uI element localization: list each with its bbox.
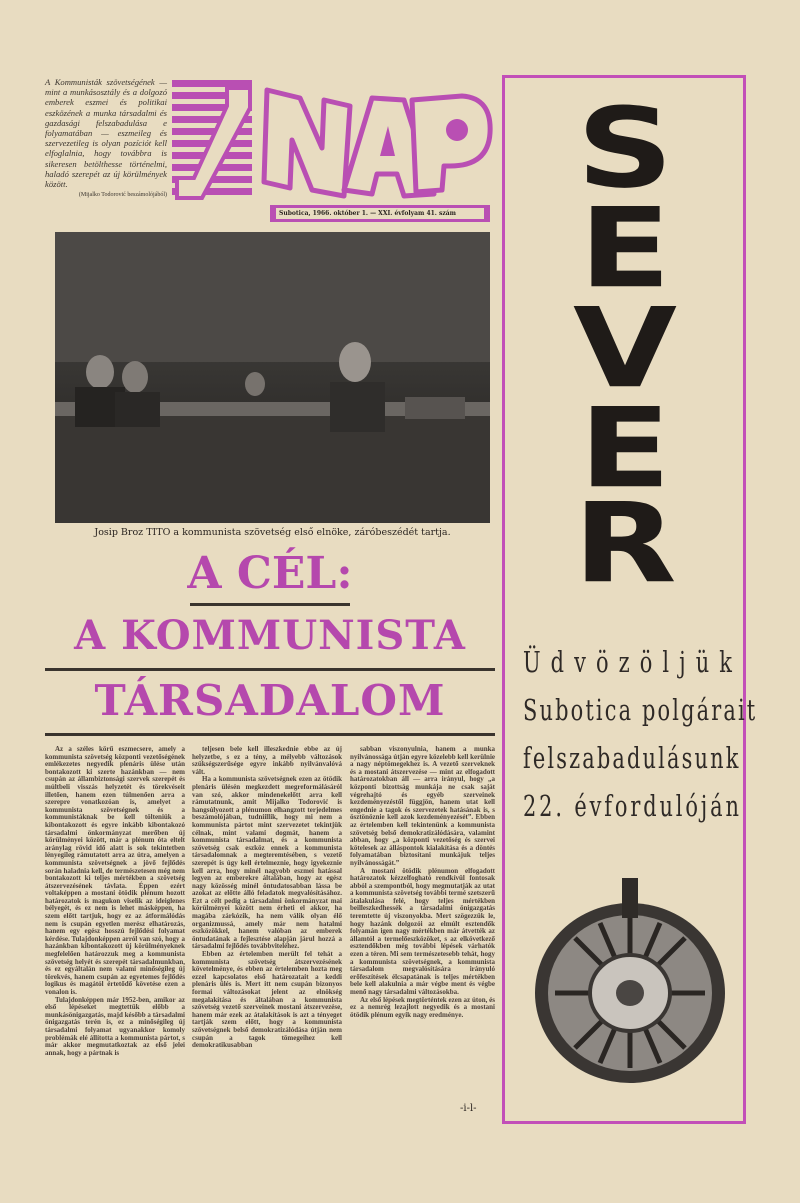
advert-greeting: 22. évfordulóján	[523, 789, 742, 823]
advert-letter: E	[579, 184, 671, 313]
article-paragraph: Tulajdonképpen már 1952-ben, amikor az első lépéseket megtettük előbb a munkásönigazgatás, majd később a társadalmi önigazgatás terén is, ez a minőségileg új társadalmi folyamat ugyanakkor komoly problémák elé állította a kommunista pártot, s már akkor megmutatkoztak az első jelei annak, hogy a pártnak is	[45, 995, 185, 1057]
advert-letter: S	[576, 84, 674, 213]
headline-rule	[45, 733, 495, 736]
advert-greeting: Subotica polgárait	[523, 693, 758, 727]
headline-line-2: A KOMMUNISTA	[74, 612, 466, 659]
article-signature: -i-l-	[460, 1103, 477, 1114]
headline-line-1: A CÉL:	[187, 548, 353, 599]
article-paragraph: sabban viszonyulnia, hanem a munka nyilvánossága útján egyre közelebb kell kerülnie a nagy néptömegekhez is. A vezető szerveknek és a mostani átszervezése — mint az elfogadott határozatokban áll — arra irányul, hogy „a központi bizottság munkája ne csak saját végrehajtó és egyéb szerveinek kezdeményezéstől függjön, hanem utat kell engednie a tagok és szervezetek hatásának is, s ösztönöznie kell azok kezdeményezését”. Ebben az értelemben kell tekintenünk a kommunista szövetség belső demokratizálódására, valamint abban, hogy „a központi vezetőség és szervei kötelesek az álláspontok kialakítása és a döntés folyamatában biztosítani munkájuk teljes nyilvánosságát.”	[350, 745, 495, 867]
photo-caption: Josip Broz TITO a kommunista szövetség első elnöke, záróbeszédét tartja.	[94, 527, 451, 538]
article-paragraph: Az a széles körű eszmecsere, amely a kommunista szövetség központi vezetőségének emlékezetes negyedik plenáris ülése után bontakozott ki szerte hazánkban — nem csupán az állambiztonsági szervek szerepét és múltbeli visszás helyzetét és törekvéseit illetően, hanem ezen túlmenően arra a szerepre vonatkozóan is, amelyet a kommunista szövetségnek és a kommunistáknak be kell tölteniük a kibontakozott és egyre inkább kibontakozó társadalmi önkormányzat merőben új körülményei között, már a plénum óta eltelt aránylag rövid idő alatt is sok tekintetben lényegileg rámutatott arra az útra, amelyen a kommunista szövetségnek a jövő fejlődés során haladnia kell, de természetesen még nem bontakozott ki teljes mértékben a szövetség átszervezésének távlata. Éppen ezért voltaképpen a mostani ötödik plénum hozott határozatok is magukon viselik az ideiglenes bélyegét, és ez nem is lehet másképpen, ha szem előtt tartjuk, hogy ez az átformálódás nem is csupán egyetlen merész elhatározás, hanem egy egész hosszú fejlődési folyamat kérdése. Tulajdonképpen arról van szó, hogy a hazánkban kibontakozott új körülményeknek megfelelően határozzuk meg a kommunista szövetség helyét és szerepét társadalmunkban, és ez egyáltalán nem valami minőségileg új törekvés, hanem csupán az egyetemes fejlődés logikus és magától értetődő követése ezen a vonalon is.	[45, 745, 185, 996]
article-paragraph: Ha a kommunista szövetségnek ezen az ötödik plenáris ülésén megkezdett megreformálásáról van szó, akkor mindenekelőtt arra kell rámutatnunk, amit Mijalko Todorović is hangsúlyozott a plénumon elhangzott terjedelmes beszámolójában, tudniillik, hogy mi nem a kommunista pártot mint szervezetet tekintjük célnak, mint valami dogmát, hanem a kommunista társadalmat, és a kommunista szövetség csak eszköz ennek a kommunista társadalomnak a megteremtésében, s vezető szerepét is úgy kell értelmeznie, hogy igyekeznie kell arra, hogy minél nagyobb eszmei hatással legyen az emberekre általában, hogy az egész nagy közösség minél öntudatosabban lássa be azokat az előtte álló feladatok megvalósításához. Ezt a célt pedig a társadalmi önkormányzat mai körülményei között nem érheti el akkor, ha magába zárkózik, ha nem válik olyan élő organizmussá, amely már nem hatalmi eszközökkel, hanem valóban az emberek öntudatának a fejlesztése alapján járul hozzá a társadalmi fejlődés továbbviteléhez.	[192, 775, 342, 951]
intro-quote	[45, 77, 167, 199]
article-column-3	[350, 746, 495, 1019]
article-column-1	[45, 746, 185, 1057]
intro-text: A Kommunisták szövetségének — mint a munkásosztály és a dolgozó emberek eszmei és politikai eszközének a munka társadalmi és gazdasági felszabadulása e folyamatában — eszmeileg és szervezetileg is olyan pozíciót kell elfoglalnia, hogy továbbra is sikeresen betölthesse történelmi, haladó szerepét az új körülmények között.	[45, 77, 167, 190]
headline-line-3: TÁRSADALOM	[94, 676, 446, 725]
headline-rule	[45, 668, 495, 671]
tito-photo	[55, 232, 490, 523]
masthead-logo	[172, 78, 494, 203]
advert-letter: E	[579, 384, 671, 513]
headline-rule	[190, 603, 350, 606]
sever-advert	[502, 75, 758, 1124]
fan-coupling-image	[520, 873, 730, 1098]
advert-greeting: felszabadulásunk	[523, 741, 741, 775]
advert-letter: V	[572, 284, 678, 413]
intro-attribution: (Mijalko Todorović beszámolójából)	[78, 192, 167, 199]
article-column-2	[192, 746, 342, 1050]
advert-greeting: Üdvözöljük	[523, 645, 742, 679]
dateline: Subotica, 1966. október 1. — XXI. évfolyam 41. szám	[276, 208, 484, 219]
dateline-bar	[270, 205, 490, 222]
article-paragraph: Az első lépések megtörténtek ezen az úton, és ez a nemrég lezajlott negyedik és a mostani ötödik plénum egyik nagy eredménye.	[350, 995, 495, 1019]
article-paragraph: Ebben az értelemben merült fel tehát a kommunista szövetség átszervezésének követelménye, és ebben az értelemben hozta meg ezzel kapcsolatos első határozatait a keddi plenáris ülés is. Mert itt nem csupán bizonyos formai változásokat jelent az elnökség megalakítása és általában a kommunista szövetség vezető szerveinek mostani átszervezése, hanem már ezek az átalakítások is azt a tényeget tartják szem előtt, hogy a kommunista szövetségnek belső demokratizálódása útján nem csupán a tagok tömegeihez kell demokratikusabban	[192, 950, 342, 1050]
article-paragraph: teljesen bele kell illeszkednie ebbe az új helyzetbe, s ez a tény, a mélyebb változások szükségszerűsége egyre inkább nyilvánvalóvá vált.	[192, 745, 342, 776]
photo-scene	[55, 232, 490, 523]
advert-letter: R	[573, 479, 677, 608]
article-paragraph: A mostani ötödik plénumon elfogadott határozatok kézzelfogható rendkívül fontosak abból a szempontból, hogy megmutatják az utat a kommunista szövetség további termé szetszerű átalakulása felé, hogy teljes mértékben beilleszkedhessék a társadalmi önigazgatás teremtette új viszonyokba. Mert szögezzük le, hogy hazánk dolgozói az elmúlt esztendők folyamán igen nagy mértékben már átvették az államtól a termelőeszközöket, s az elkövetkező esztendőkben még további lépések várhatók ezen a téren. Mi sem természetesebb tehát, hogy a kommunista szövetségnek, a kommunista társadalom megvalósítására irányuló erőfeszítések élcsapatának is teljes mértékben bele kell alakulnia a már végbe ment és végbe menő nagy társadalmi változásokba.	[350, 866, 495, 996]
